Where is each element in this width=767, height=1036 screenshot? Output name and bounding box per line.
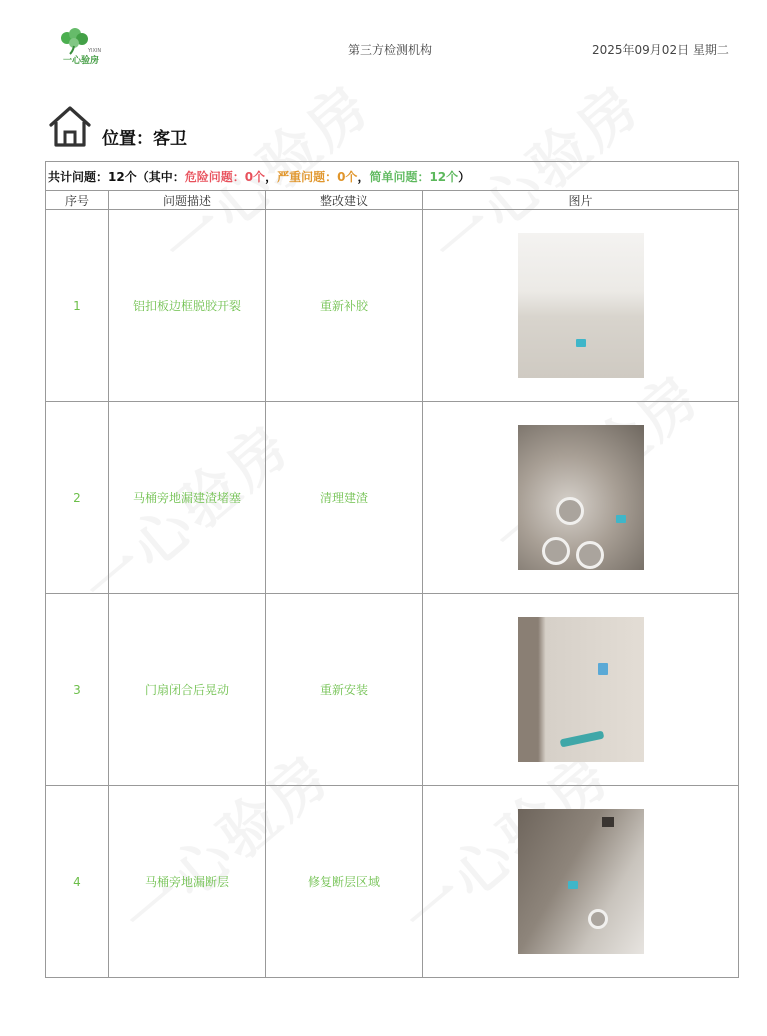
clover-icon xyxy=(55,28,119,56)
issue-advice: 修复断层区域 xyxy=(266,786,423,978)
report-date: 2025年09月02日 星期二 xyxy=(592,43,729,57)
page-header xyxy=(0,0,767,80)
issue-description: 铝扣板边框脱胶开裂 xyxy=(109,210,266,402)
column-header-description: 问题描述 xyxy=(109,191,266,210)
issue-description: 马桶旁地漏断层 xyxy=(109,786,266,978)
column-header-advice: 整改建议 xyxy=(266,191,423,210)
table-header-row xyxy=(46,191,739,210)
issue-photo-cell xyxy=(423,402,739,594)
svg-text:YIXIN: YIXIN xyxy=(88,48,102,54)
issue-photo-cell xyxy=(423,594,739,786)
issue-summary xyxy=(46,162,739,191)
issue-photo-cell xyxy=(423,210,739,402)
summary-close: ） xyxy=(458,169,471,184)
summary-separator: ， xyxy=(265,169,278,184)
issue-advice: 重新补胶 xyxy=(266,210,423,402)
floor-drain xyxy=(576,541,604,569)
door-handle xyxy=(559,731,604,748)
location-label: 位置：客卫 xyxy=(102,129,187,149)
issue-advice: 重新安装 xyxy=(266,594,423,786)
issue-photo[interactable] xyxy=(518,617,644,762)
floor-drain xyxy=(542,537,570,565)
issue-description: 马桶旁地漏建渣堵塞 xyxy=(109,402,266,594)
issue-number: 1 xyxy=(46,210,109,402)
summary-severe: 严重问题：0个 xyxy=(277,169,358,184)
logo xyxy=(55,28,119,68)
table-row xyxy=(46,210,739,402)
issue-photo[interactable] xyxy=(518,809,644,954)
issue-photo-cell xyxy=(423,786,739,978)
summary-total: 共计问题：12个（其中： xyxy=(48,169,185,184)
table-row xyxy=(46,402,739,594)
house-icon xyxy=(48,104,92,150)
summary-simple: 简单问题：12个 xyxy=(369,169,459,184)
issue-advice: 清理建渣 xyxy=(266,402,423,594)
marker-tag xyxy=(576,339,586,347)
issue-number: 3 xyxy=(46,594,109,786)
issue-photo[interactable] xyxy=(518,425,644,570)
issue-table xyxy=(45,161,739,978)
issue-number: 2 xyxy=(46,402,109,594)
column-header-photo: 图片 xyxy=(423,191,739,210)
table-row xyxy=(46,594,739,786)
floor-drain xyxy=(556,497,584,525)
organization-name: 第三方检测机构 xyxy=(348,43,433,57)
summary-separator: ， xyxy=(357,169,370,184)
issue-number: 4 xyxy=(46,786,109,978)
column-header-number: 序号 xyxy=(46,191,109,210)
marker-tag xyxy=(568,881,578,889)
summary-danger: 危险问题：0个 xyxy=(184,169,266,184)
issue-photo[interactable] xyxy=(518,233,644,378)
logo-text: 一心验房 xyxy=(63,56,100,66)
table-row xyxy=(46,786,739,978)
marker-tag xyxy=(616,515,626,523)
socket xyxy=(602,817,614,827)
marker-tag xyxy=(598,663,608,675)
issue-description: 门扇闭合后晃动 xyxy=(109,594,266,786)
floor-drain xyxy=(588,909,608,929)
